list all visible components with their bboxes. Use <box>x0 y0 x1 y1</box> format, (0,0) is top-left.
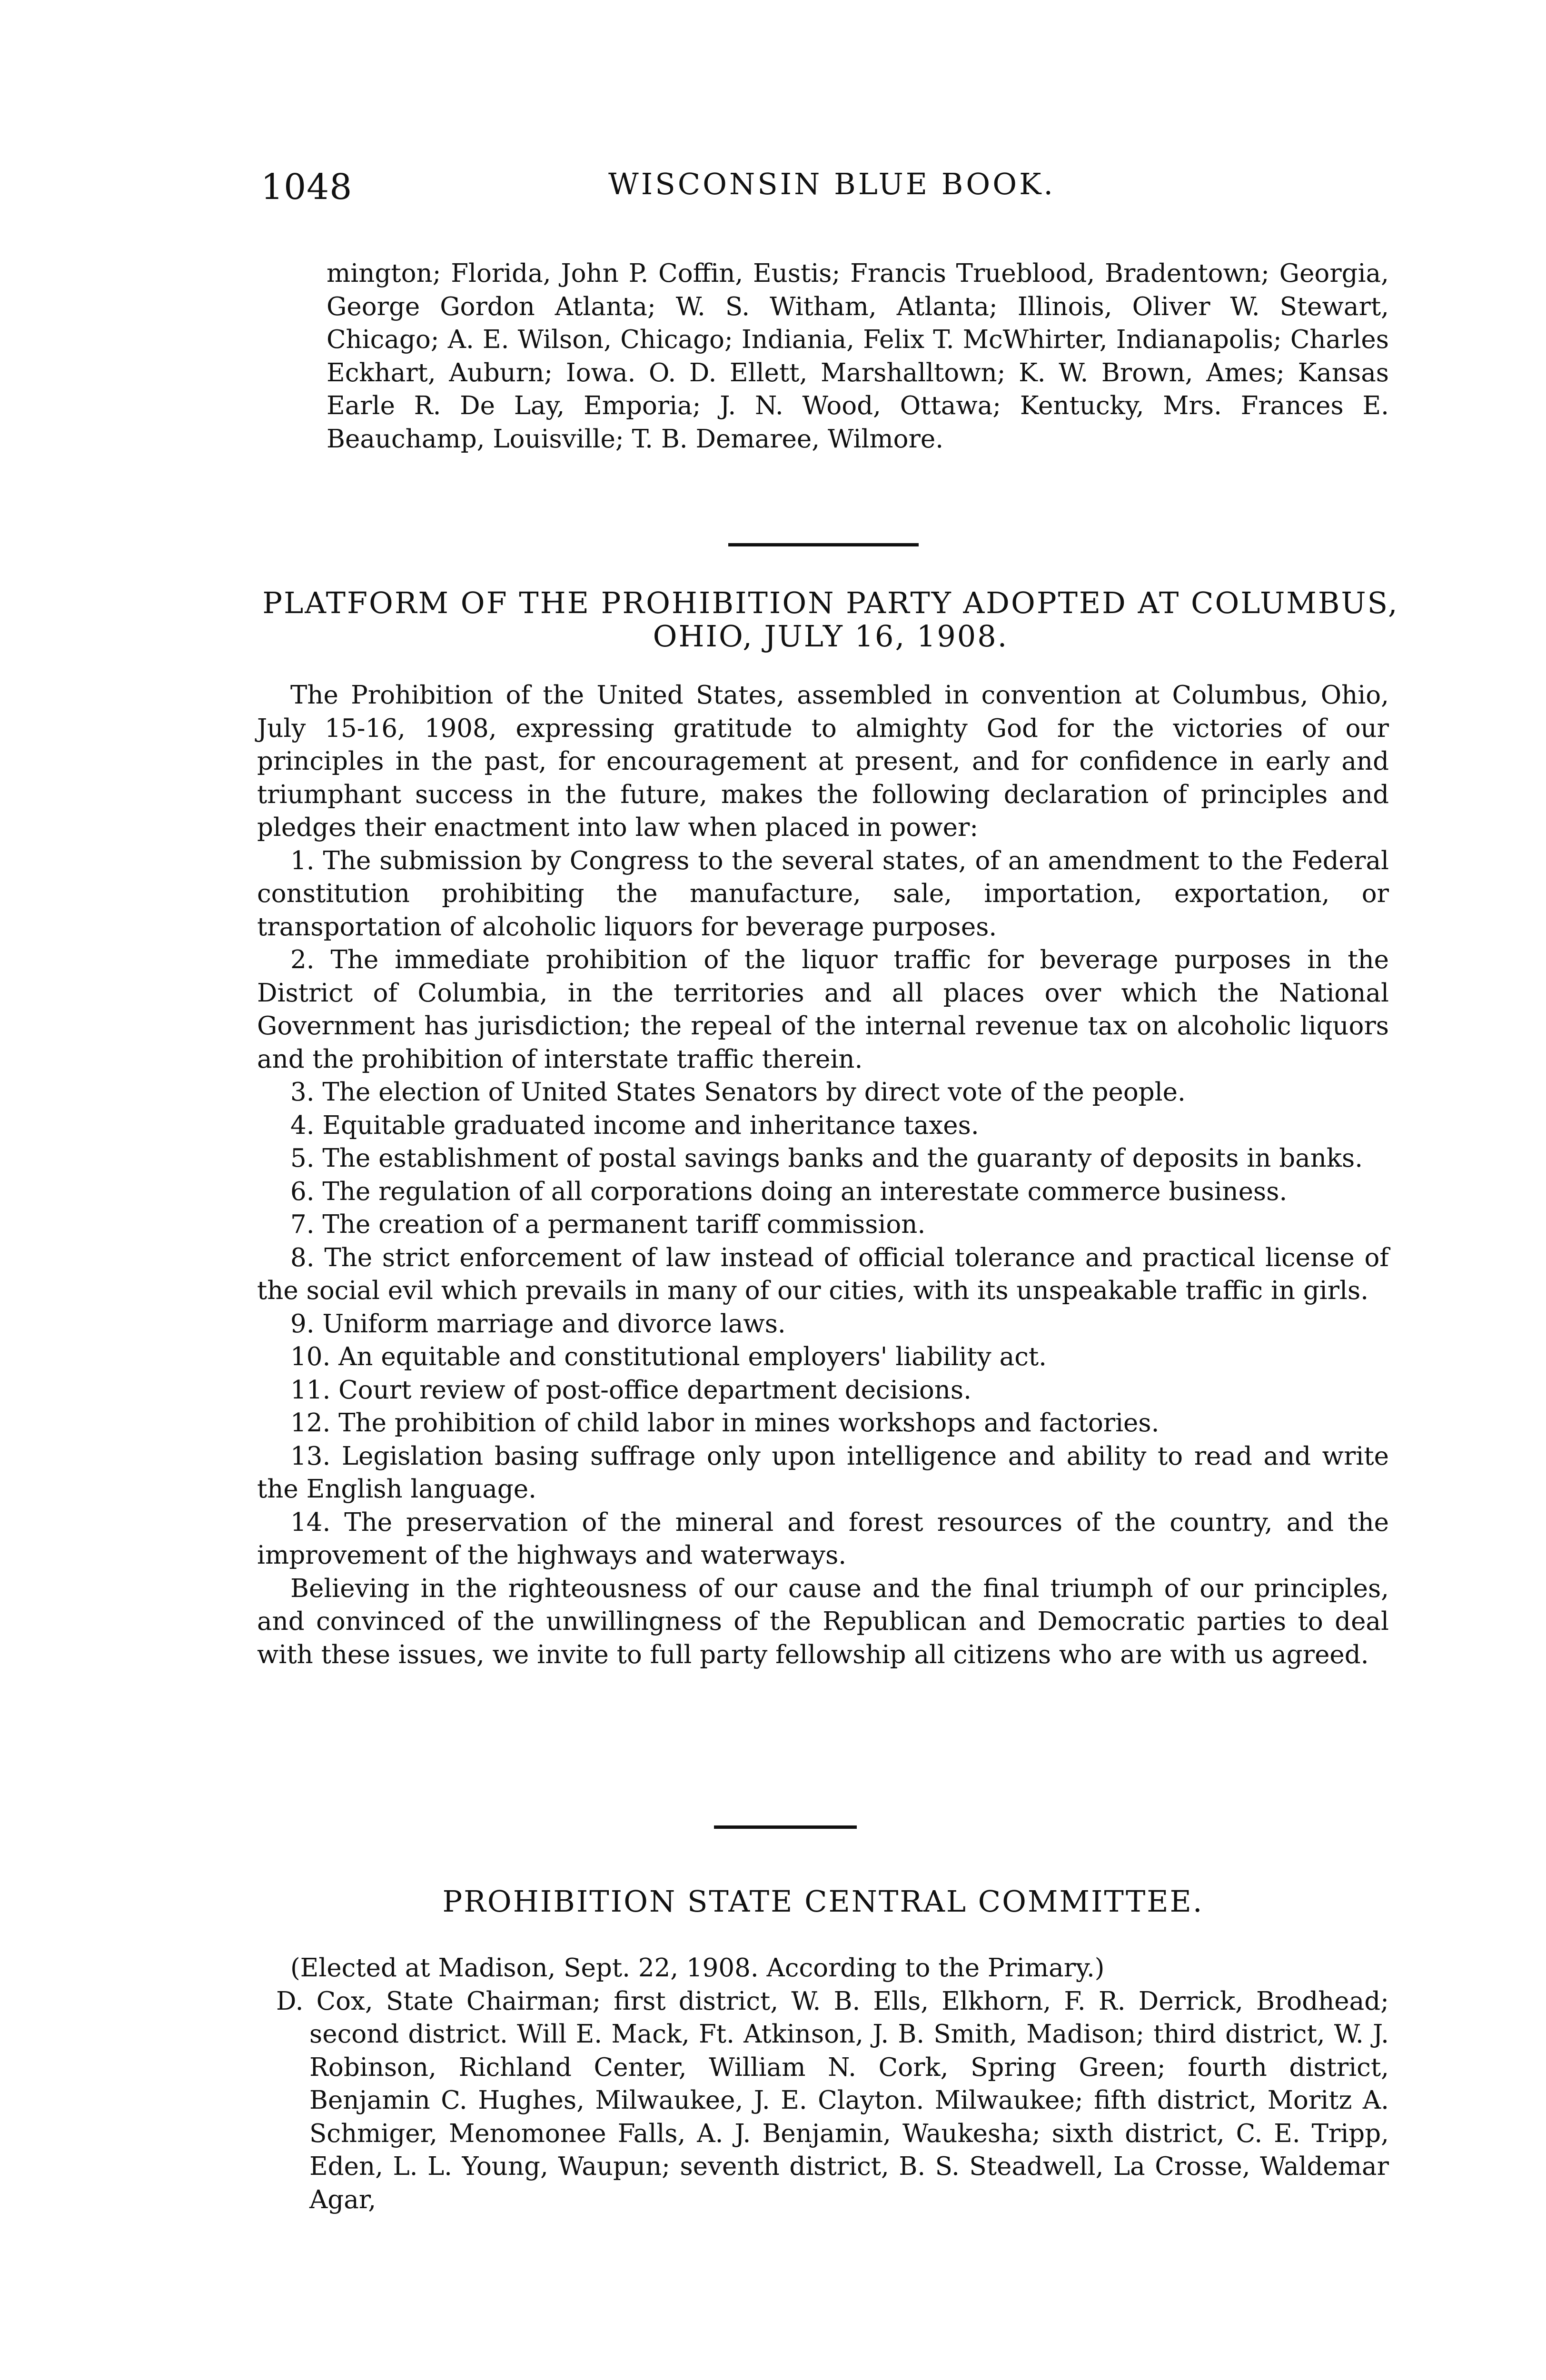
platform-intro: The Prohibition of the United States, assembled in convention at Columbus, Ohio, July 15-16, 1908, expressing gratitude to almighty God for the victories of our principles in the past, for encouragement at present, and for confidence in early and triumphant success in the future, makes the following declaration of principles and pledges their enactment into law when placed in power: <box>257 681 1389 842</box>
running-head: WISCONSIN BLUE BOOK. <box>608 167 1056 201</box>
committee-members: D. Cox, State Chairman; first district, W. B. Ells, Elkhorn, F. R. Derrick, Brodhead; second district. Will E. Mack, Ft. Atkinson, J. B. Smith, Madison; third district, W. J. Robinson, Richland Center, William N. Cork, Spring Green; fourth district, Benjamin C. Hughes, Milwaukee, J. E. Clayton. Milwaukee; fifth district, Moritz A. Schmiger, Menomonee Falls, A. J. Benjamin, Waukesha; sixth district, C. E. Tripp, Eden, L. L. Young, Waupun; seventh district, B. S. Steadwell, La Crosse, Waldemar Agar, <box>276 1986 1389 2214</box>
plank-3: 3. The election of United States Senators by direct vote of the people. <box>290 1078 1186 1107</box>
plank-7: 7. The creation of a permanent tariff commission. <box>290 1210 926 1239</box>
plank-5: 5. The establishment of postal savings banks and the guaranty of deposits in banks. <box>290 1144 1363 1173</box>
platform-body <box>257 679 1389 1671</box>
plank-4: 4. Equitable graduated income and inheritance taxes. <box>290 1111 979 1140</box>
plank-6: 6. The regulation of all corporations doing an interestate commerce business. <box>290 1177 1288 1206</box>
plank-2: 2. The immediate prohibition of the liquor traffic for beverage purposes in the District of Columbia, in the territories and all places over which the National Government has jurisdiction; the repeal of the internal revenue tax on alcoholic liquors and the prohibition of interstate traffic therein. <box>257 945 1389 1074</box>
plank-14: 14. The preservation of the mineral and forest resources of the country, and the improvement of the highways and waterways. <box>257 1507 1389 1570</box>
member-list-text: mington; Florida, John P. Coffin, Eustis; Francis Trueblood, Bradentown; Georgia, George Gordon Atlanta; W. S. Witham, Atlanta; Illinois, Oliver W. Stewart, Chicago; A. E. Wilson, Chicago; Indiania, Felix T. McWhirter, Indianapolis; Charles Eckhart, Auburn; Iowa. O. D. Ellett, Marshalltown; K. W. Brown, Ames; Kansas Earle R. De Lay, Emporia; J. N. Wood, Ottawa; Kentucky, Mrs. Frances E. Beauchamp, Louisville; T. B. Demaree, Wilmore. <box>327 259 1389 454</box>
platform-closing: Believing in the righteousness of our cause and the final triumph of our principles, and convinced of the unwillingness of the Republican and Democratic parties to deal with these issues, we invite to full party fellowship all citizens who are with us agreed. <box>257 1574 1389 1669</box>
continued-member-list <box>327 257 1389 456</box>
plank-8: 8. The strict enforcement of law instead of official tolerance and practical license of the social evil which prevails in many of our cities, with its unspeakable traffic in girls. <box>257 1243 1389 1305</box>
plank-10: 10. An equitable and constitutional employers' liability act. <box>290 1342 1047 1371</box>
plank-12: 12. The prohibition of child labor in mines workshops and factories. <box>290 1408 1160 1438</box>
plank-11: 11. Court review of post-office department decisions. <box>290 1375 971 1405</box>
page-number: 1048 <box>261 167 353 208</box>
committee-note: (Elected at Madison, Sept. 22, 1908. According to the Primary.) <box>290 1954 1105 1983</box>
plank-9: 9. Uniform marriage and divorce laws. <box>290 1309 786 1339</box>
committee-heading: PROHIBITION STATE CENTRAL COMMITTEE. <box>442 1884 1204 1919</box>
section-divider <box>714 1825 857 1829</box>
plank-13: 13. Legislation basing suffrage only upon intelligence and ability to read and write the English language. <box>257 1441 1389 1504</box>
platform-heading: PLATFORM OF THE PROHIBITION PARTY ADOPTED AT COLUMBUS, OHIO, JULY 16, 1908. <box>262 585 1399 654</box>
plank-1: 1. The submission by Congress to the several states, of an amendment to the Federal constitution prohibiting the manufacture, sale, importation, exportation, or transportation of alcoholic liquors for beverage purposes. <box>257 846 1389 942</box>
section-divider <box>728 543 919 546</box>
committee-body <box>257 1952 1389 2216</box>
page-header <box>261 167 1403 214</box>
